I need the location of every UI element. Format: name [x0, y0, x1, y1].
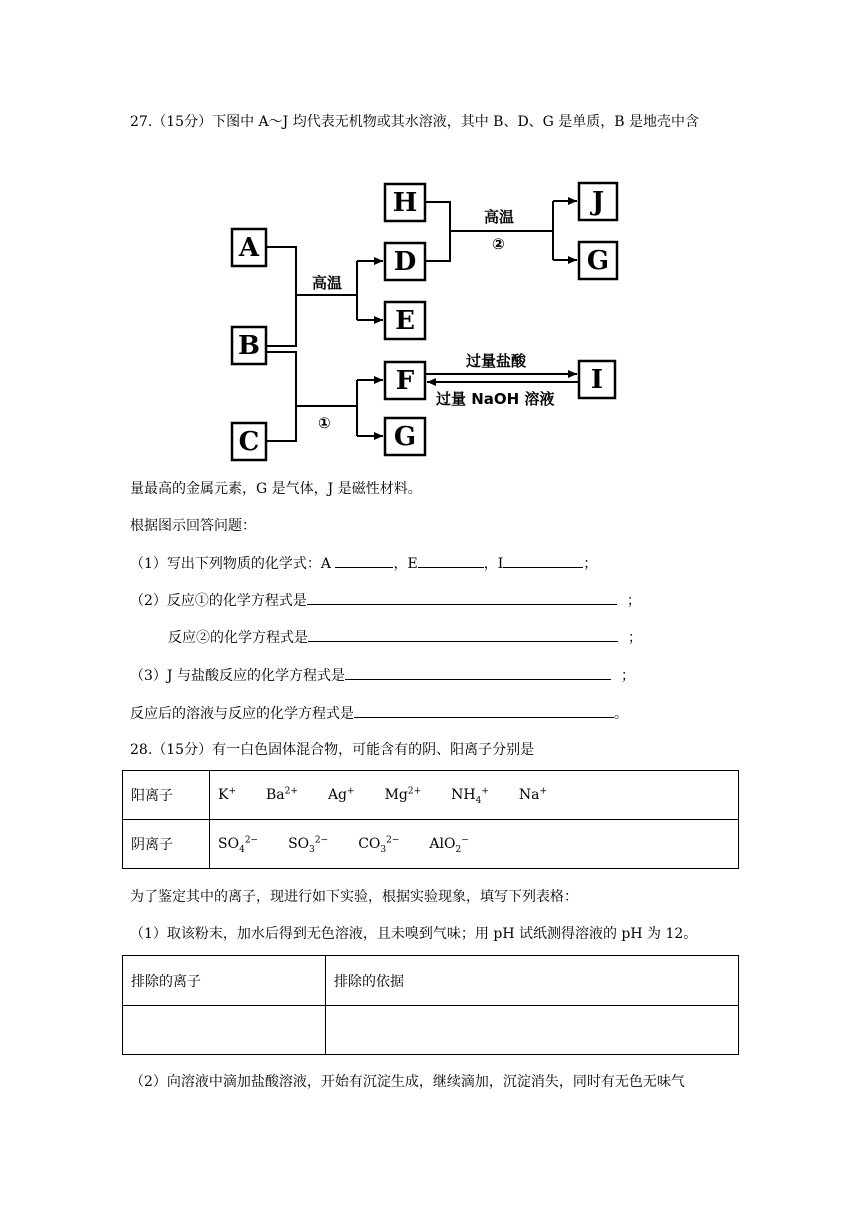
- cond-high-temp-2: 高温: [484, 208, 515, 226]
- answer-blank-I[interactable]: [503, 553, 583, 568]
- box-B: [232, 327, 266, 364]
- excluded-ions-header: 排除的离子: [123, 956, 326, 1006]
- q27-part2b: 反应②的化学方程式是 ；: [168, 627, 642, 648]
- q27-part2a: （2）反应①的化学方程式是 ；: [130, 590, 641, 611]
- answer-blank-A[interactable]: [335, 553, 393, 568]
- svg-text:C: C: [238, 427, 260, 457]
- cond-excess-naoh: 过量 NaOH 溶液: [436, 390, 555, 408]
- cond-num-2: ②: [492, 235, 505, 253]
- svg-text:J: J: [591, 187, 605, 217]
- box-G-upper: [579, 242, 617, 279]
- answer-blank-reaction-1[interactable]: [307, 590, 617, 605]
- cond-excess-hcl: 过量盐酸: [466, 352, 527, 370]
- connector-HD-in: [425, 202, 450, 261]
- q27-continued: 量最高的金属元素，G 是气体，J 是磁性材料。: [130, 481, 422, 497]
- connector-BC-in: [266, 352, 296, 441]
- cation-list: [210, 771, 739, 820]
- exclusion-basis-answer[interactable]: [326, 1006, 739, 1055]
- anion-item-3: AlO$_2$−: [429, 835, 469, 855]
- box-J: [579, 183, 617, 220]
- cond-num-1: ①: [318, 414, 331, 432]
- cation-item-1: $Ba^{2+}$: [266, 786, 298, 803]
- anion-item-0: $SO_4^{2-}$: [218, 835, 259, 855]
- q28-purpose: 为了鉴定其中的离子，现进行如下实验，根据实验现象，填写下列表格：: [130, 889, 578, 905]
- box-G-lower: [385, 418, 425, 455]
- connector-AB-in: [266, 247, 296, 346]
- svg-text:E: E: [395, 306, 415, 336]
- svg-text:F: F: [395, 366, 415, 396]
- cation-item-4: $NH_4^+$: [451, 786, 489, 806]
- anion-item-2: $CO_3^{2-}$: [358, 835, 400, 855]
- q28-intro: 28.（15分）有一白色固体混合物，可能含有的阴、阳离子分别是: [130, 742, 535, 758]
- box-D: [385, 243, 425, 280]
- anion-label: 阴离子: [123, 820, 210, 869]
- excluded-ions-answer[interactable]: [123, 1006, 326, 1055]
- cation-label: 阳离子: [123, 771, 210, 820]
- q28-step1: （1）取该粉末，加水后得到无色溶液，且未嗅到气味；用 pH 试纸测得溶液的 pH 为 12。: [130, 926, 698, 942]
- answer-blank-solution-reaction[interactable]: [354, 703, 614, 718]
- q27-part1: （1）写出下列物质的化学式：A ，E ，I ；: [130, 553, 597, 574]
- svg-text:G: G: [393, 422, 417, 452]
- answer-blank-E[interactable]: [418, 553, 484, 568]
- svg-text:D: D: [393, 247, 417, 277]
- q28-step2: （2）向溶液中滴加盐酸溶液，开始有沉淀生成，继续滴加，沉淀消失，同时有无色无味气: [130, 1074, 685, 1090]
- svg-text:B: B: [238, 331, 260, 361]
- cond-high-temp-1: 高温: [312, 274, 343, 292]
- exclusion-basis-header: 排除的依据: [326, 956, 739, 1006]
- anion-item-1: $SO_3^{2-}$: [288, 835, 329, 855]
- ion-table: [122, 770, 739, 869]
- anion-list: [210, 820, 739, 869]
- box-E: [385, 302, 425, 339]
- svg-text:I: I: [590, 365, 604, 395]
- q27-part3a: （3）J 与盐酸反应的化学方程式是 ；: [130, 665, 635, 686]
- box-I: [579, 361, 615, 398]
- q27-intro: 27.（15分）下图中 A～J 均代表无机物或其水溶液，其中 B、D、G 是单质，B 是地壳中含: [130, 114, 700, 130]
- box-F: [385, 362, 425, 399]
- box-H: [385, 184, 425, 221]
- box-A: [232, 229, 266, 266]
- reaction-diagram: [0, 0, 860, 480]
- cation-item-2: Ag+: [327, 786, 355, 803]
- cation-item-5: Na+: [518, 786, 548, 803]
- answer-blank-j-hcl[interactable]: [345, 665, 611, 680]
- svg-text:G: G: [586, 246, 610, 276]
- svg-text:H: H: [392, 188, 418, 218]
- box-C: [232, 423, 266, 460]
- exclusion-table: [122, 955, 739, 1055]
- svg-text:A: A: [238, 233, 260, 263]
- q27-part3b: 反应后的溶液与反应的化学方程式是 。: [130, 703, 628, 724]
- answer-blank-reaction-2[interactable]: [308, 627, 618, 642]
- cation-item-3: $Mg^{2+}$: [384, 786, 422, 803]
- cation-item-0: K+: [218, 786, 237, 803]
- q27-prompt: 根据图示回答问题：: [130, 518, 256, 534]
